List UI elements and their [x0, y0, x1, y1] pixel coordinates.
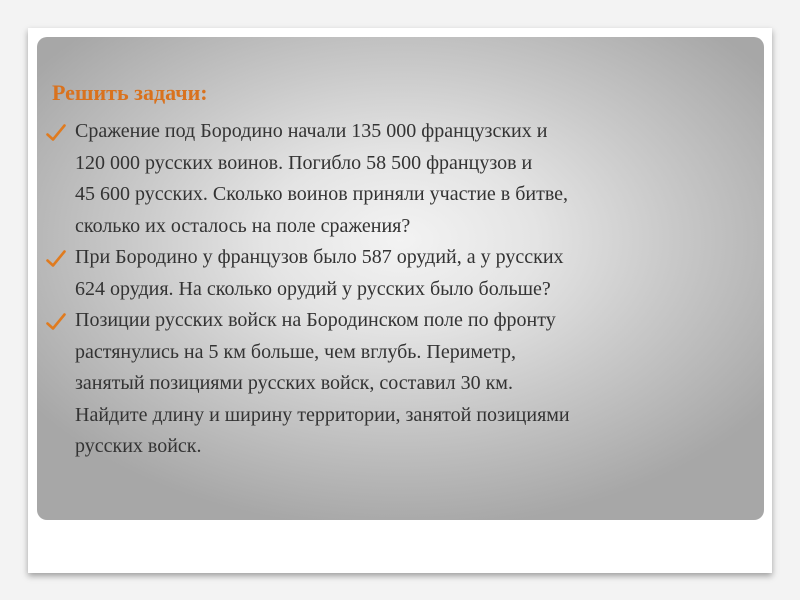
task-line: Позиции русских войск на Бородинском поле по фронту — [75, 309, 556, 331]
task-list — [46, 116, 746, 463]
task-line: Сражение под Бородино начали 135 000 французских и — [75, 120, 548, 142]
task-line: 624 орудия. На сколько орудий у русских было больше? — [75, 277, 551, 300]
task-line: сколько их осталось на поле сражения? — [75, 214, 411, 237]
task-line: Найдите длину и ширину территории, занятой позициями — [75, 403, 570, 426]
task-line: растянулись на 5 км больше, чем вглубь. Периметр, — [75, 340, 516, 363]
task-line: 120 000 русских воинов. Погибло 58 500 французов и — [75, 151, 533, 174]
slide-title: Решить задачи: — [52, 80, 208, 105]
checkmark-icon — [46, 313, 66, 331]
task-line: занятый позициями русских войск, составил 30 км. — [75, 372, 513, 394]
task-item-2 — [46, 242, 746, 305]
checkmark-icon — [46, 124, 66, 142]
task-line: 45 600 русских. Сколько воинов приняли участие в битве, — [75, 183, 569, 205]
task-line: При Бородино у французов было 587 орудий, а у русских — [75, 246, 564, 268]
task-item-3 — [46, 305, 746, 463]
checkmark-icon — [46, 250, 66, 268]
task-line: русских войск. — [75, 435, 202, 457]
task-item-1 — [46, 116, 746, 242]
